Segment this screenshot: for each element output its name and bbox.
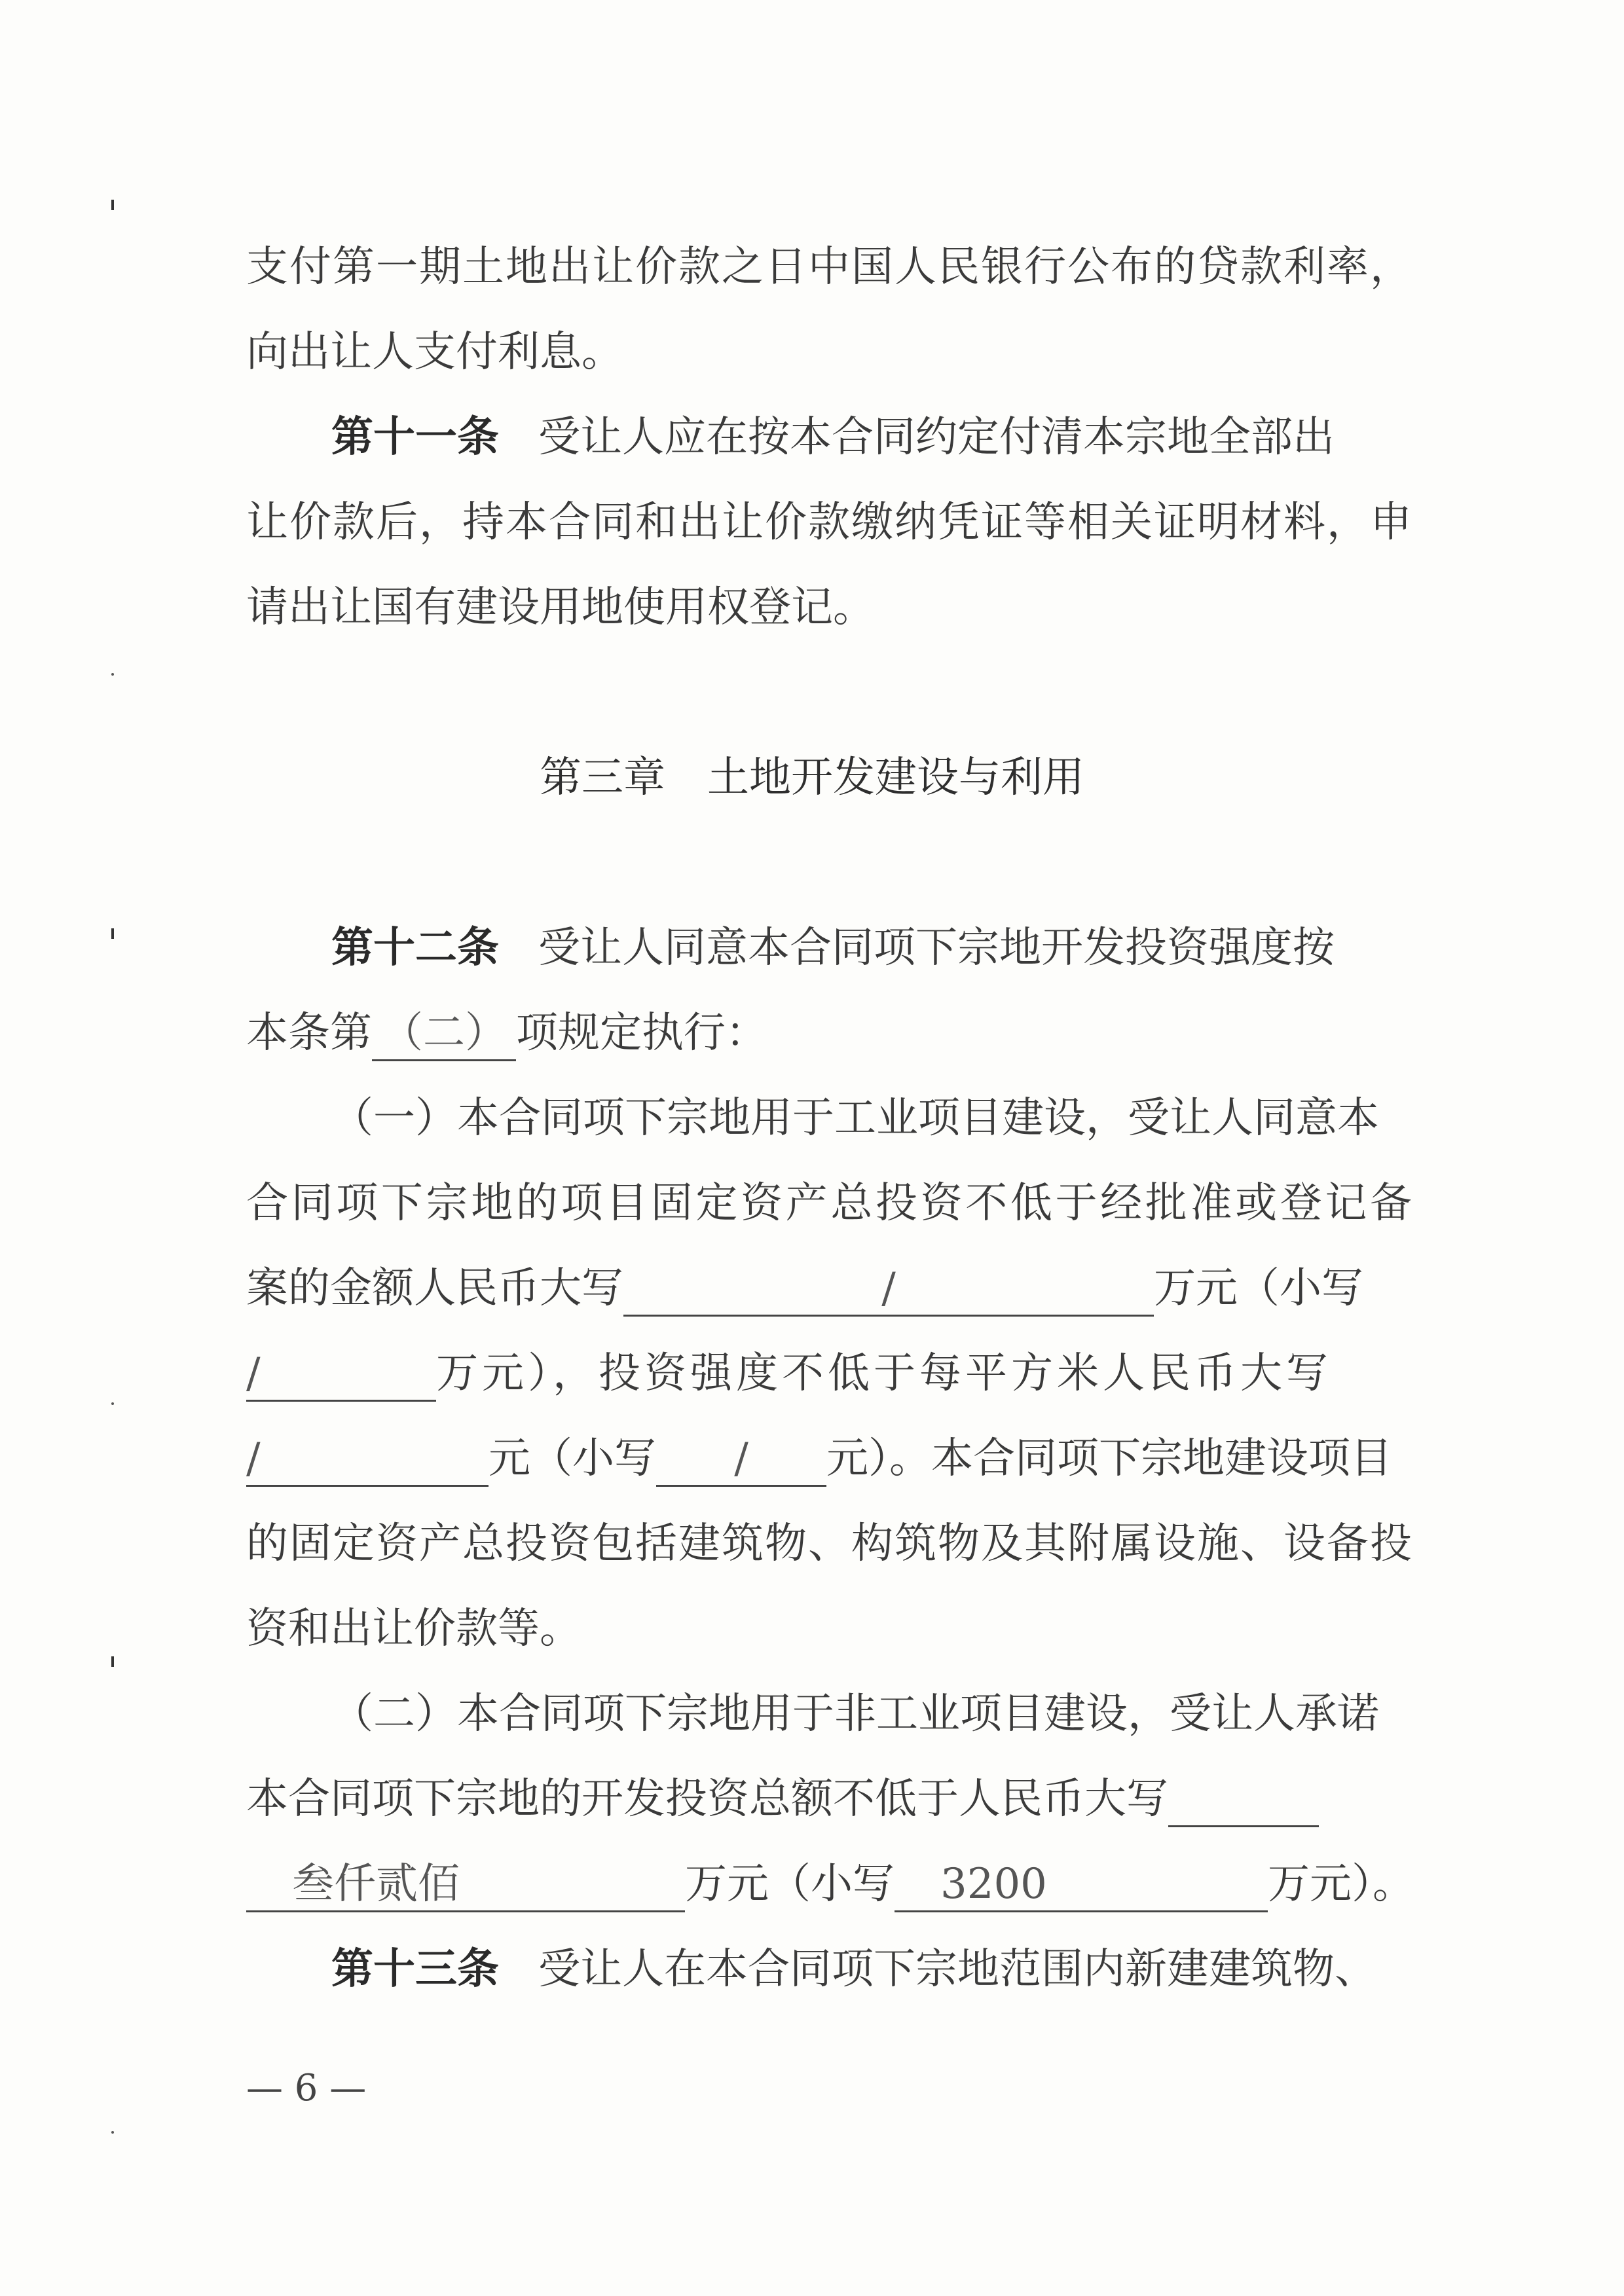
- text: 支付第一期土地出让价款之日中国人民银行公布的贷款利率，: [246, 243, 1412, 291]
- text: 万元），投资强度不低于每平方米人民币大写: [436, 1349, 1332, 1398]
- fill-blank: /: [623, 1262, 1154, 1317]
- text: 项规定执行：: [516, 1009, 767, 1057]
- text-line: [246, 238, 1412, 297]
- article-title: 第十三条: [331, 1945, 499, 1994]
- text: （一）本合同项下宗地用于工业项目建设，受让人同意本: [331, 1094, 1379, 1142]
- text: 请出让国有建设用地使用权登记。: [246, 583, 875, 632]
- text: 万元（小写: [685, 1860, 895, 1908]
- text-line: [246, 1770, 1412, 1829]
- fill-blank: （二）: [372, 1007, 516, 1061]
- text: 受让人在本合同项下宗地范围内新建建筑物、: [538, 1945, 1376, 1994]
- text: 万元）。: [1268, 1860, 1414, 1908]
- fill-blank: /: [246, 1432, 489, 1487]
- binding-mark: [111, 928, 114, 939]
- margin-dot: [111, 2131, 114, 2134]
- text: 让价款后，持本合同和出让价款缴纳凭证等相关证明材料，申: [246, 498, 1412, 547]
- text: 受让人同意本合同项下宗地开发投资强度按: [538, 924, 1335, 972]
- page-number: — 6 —: [246, 2067, 367, 2109]
- text: 万元（小写: [1154, 1264, 1363, 1313]
- text: 资和出让价款等。: [246, 1605, 581, 1653]
- text-line: [246, 1004, 1412, 1063]
- text: 合同项下宗地的项目固定资产总投资不低于经批准或登记备: [246, 1179, 1412, 1228]
- text-line: [246, 1599, 1412, 1658]
- text-line: [246, 493, 1412, 552]
- text: 元（小写: [489, 1434, 656, 1483]
- fill-blank: [1168, 1773, 1319, 1827]
- text-line: [246, 1344, 1412, 1403]
- article-title: 第十一条: [331, 413, 499, 462]
- text-line: [246, 1855, 1412, 1914]
- margin-dot: [111, 673, 114, 676]
- text-line: [246, 1429, 1412, 1488]
- text: 的固定资产总投资包括建筑物、构筑物及其附属设施、设备投: [246, 1520, 1412, 1568]
- article-11-line: [246, 408, 1412, 467]
- text: 本合同项下宗地的开发投资总额不低于人民币大写: [246, 1775, 1168, 1823]
- fill-blank: /: [246, 1347, 436, 1402]
- article-13-line: [246, 1940, 1412, 1999]
- text-line: [246, 1089, 1412, 1148]
- binding-mark: [111, 200, 114, 210]
- text-line: [246, 323, 1412, 382]
- text: 向出让人支付利息。: [246, 328, 623, 376]
- text-line: [246, 1174, 1412, 1233]
- text-line: [246, 578, 1412, 637]
- chapter-heading: 第三章 土地开发建设与利用: [540, 754, 1084, 802]
- text: 案的金额人民币大写: [246, 1264, 623, 1313]
- text: 本条第: [246, 1009, 372, 1057]
- margin-dot: [111, 1402, 114, 1405]
- fill-blank: 3200: [895, 1858, 1268, 1912]
- text-line: [246, 1685, 1412, 1743]
- article-title: 第十二条: [331, 924, 499, 972]
- fill-blank: 叁仟贰佰: [246, 1858, 685, 1912]
- text: （二）本合同项下宗地用于非工业项目建设，受让人承诺: [331, 1690, 1379, 1738]
- fill-blank: /: [656, 1432, 826, 1487]
- text-line: [246, 1514, 1412, 1573]
- text: 受让人应在按本合同约定付清本宗地全部出: [538, 413, 1335, 462]
- text-line: [246, 1259, 1412, 1318]
- text: 元）。本合同项下宗地建设项目: [826, 1434, 1392, 1483]
- article-12-line: [246, 919, 1412, 977]
- binding-mark: [111, 1656, 114, 1667]
